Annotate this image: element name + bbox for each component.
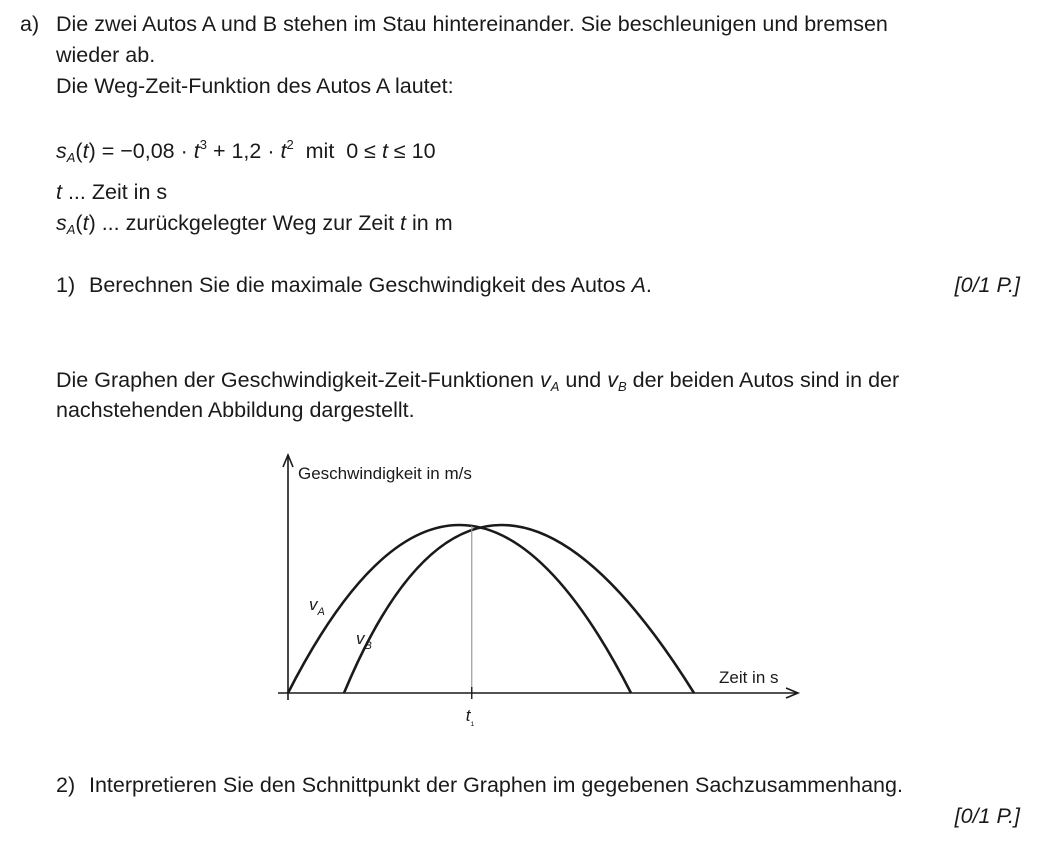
graph-intro-line-1: Die Graphen der Geschwindigkeit-Zeit-Funktionen $v_A$ und $v_B$ der beiden Autos sind in der [56, 368, 900, 394]
x-axis-label: Zeit in s [719, 668, 779, 687]
question-1-number: 1) [56, 273, 76, 297]
series-label-vA: $v_A$ [309, 595, 325, 618]
definition-t: t ... Zeit in s [56, 180, 168, 204]
series-line-vB [344, 525, 694, 693]
intro-line-2: wieder ab. [56, 43, 156, 67]
question-1-text: Berechnen Sie die maximale Geschwindigkeit des Autos A. [89, 273, 652, 297]
question-2-points: [0/1 P.] [954, 804, 1020, 828]
x-tick-label-t1: $t_{_1}$ [465, 706, 475, 728]
y-axis-label: Geschwindigkeit in m/s [298, 464, 472, 483]
graph-intro-line-2: nachstehenden Abbildung dargestellt. [56, 398, 415, 422]
task-label: a) [20, 12, 40, 36]
definition-s: $s_A(t)$ ... zurückgelegter Weg zur Zeit t in m [56, 211, 453, 237]
series-line-vA [288, 525, 631, 693]
intro-line-3: Die Weg-Zeit-Funktion des Autos A lautet: [56, 74, 454, 98]
series-label-vB: $v_B$ [356, 629, 372, 652]
question-2-text: Interpretieren Sie den Schnittpunkt der Graphen im gegebenen Sachzusammenhang. [89, 773, 903, 797]
question-2-number: 2) [56, 773, 76, 797]
formula: $s_A(t) = -0,08 \cdot t^3 + 1,2 \cdot t^2$ mit 0 ≤ t ≤ 10 [56, 137, 436, 165]
question-1-points: [0/1 P.] [954, 273, 1020, 297]
intro-line-1: Die zwei Autos A und B stehen im Stau hintereinander. Sie beschleunigen und bremsen [56, 12, 888, 36]
